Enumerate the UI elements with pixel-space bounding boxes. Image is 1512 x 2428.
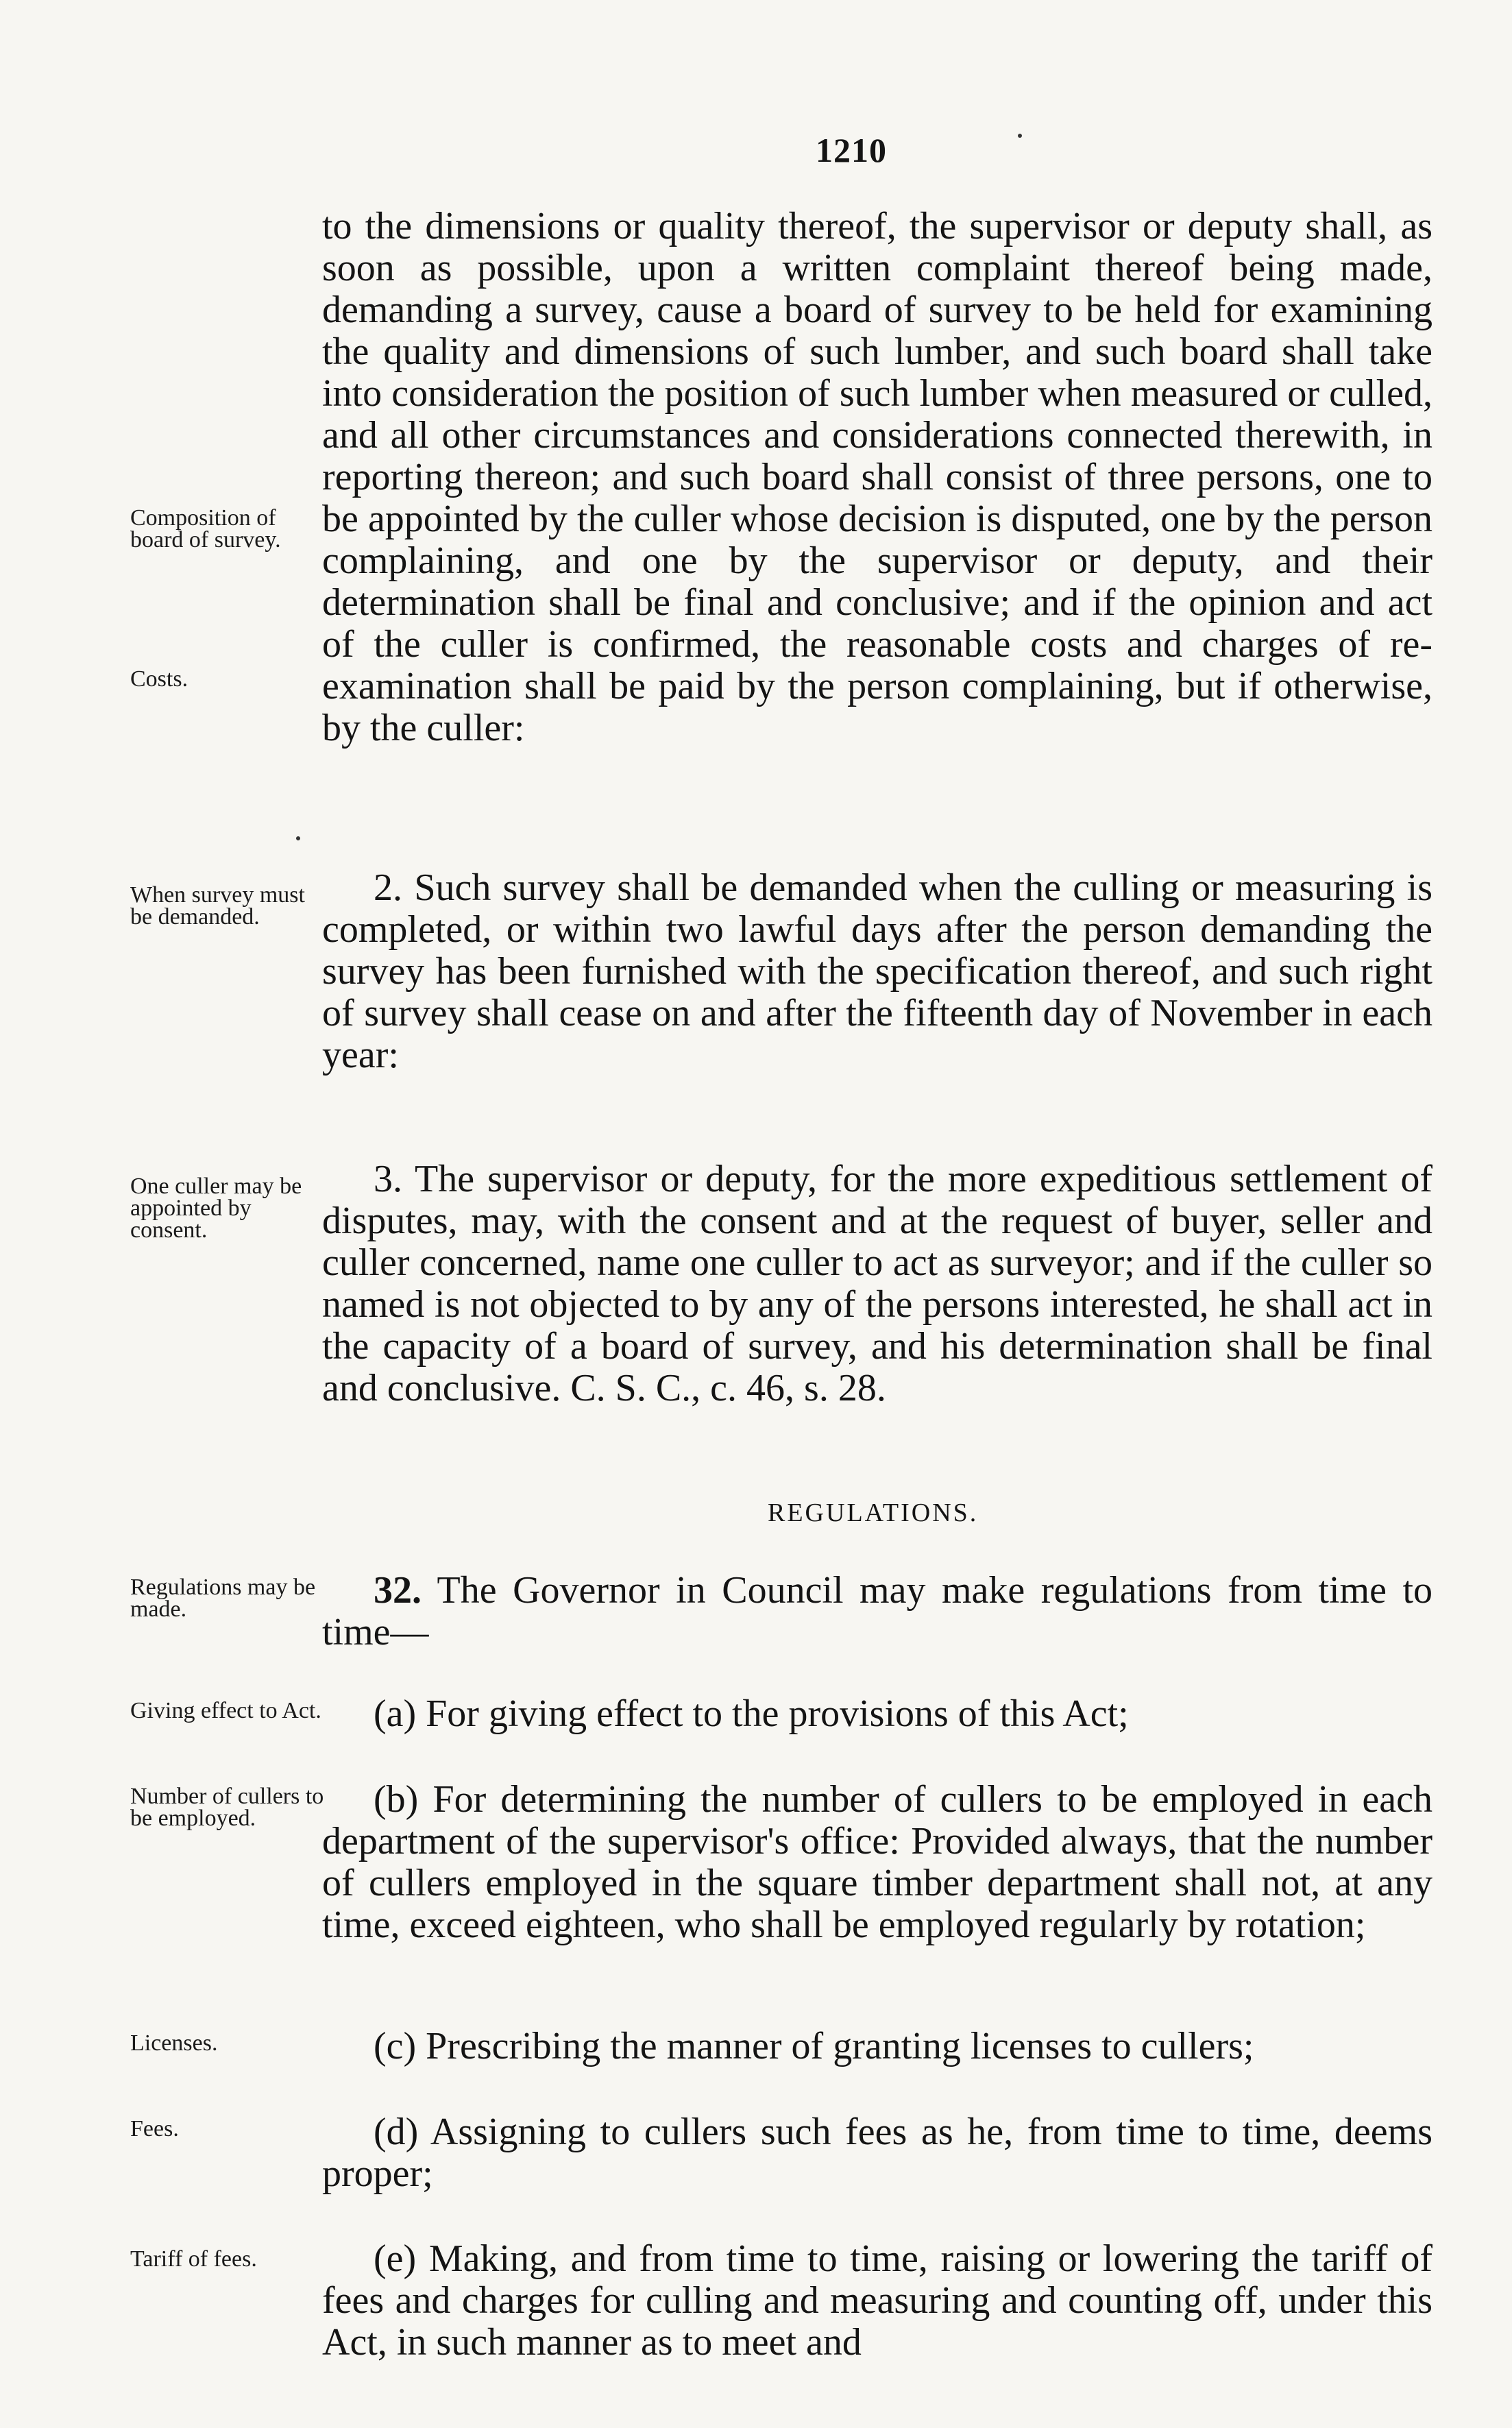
section-32 xyxy=(322,1570,1432,1653)
margin-note-tariff: Tariff of fees. xyxy=(130,2246,257,2272)
paragraph-3: 3. The supervisor or deputy, for the more expeditious settlement of disputes, may, with the consent and at the request of buyer, seller and culler concerned, name one culler to act as surveyor; and if the culler so named is not objected to by any of the persons interested, he shall act in the capacity of a board of survey, and his determination shall be final and conclusive. C. S. C., c. 46, s. 28. xyxy=(322,1158,1432,1409)
margin-note-giving-effect: Giving effect to Act. xyxy=(130,1698,321,1723)
clause-e: (e) Making, and from time to time, raising or lowering the tariff of fees and charges for culling and measuring and counting off, under this Act, in such manner as to meet and xyxy=(322,2237,1432,2364)
ink-speck xyxy=(1018,134,1022,138)
clause-c: (c) Prescribing the manner of granting licenses to cullers; xyxy=(374,2025,1254,2067)
margin-note-costs: Costs. xyxy=(130,666,188,692)
ink-speck xyxy=(296,836,300,840)
margin-note-number-cullers: Number of cullers to be employed. xyxy=(130,1784,324,1831)
clause-b: (b) For determining the number of cullers to be employed in each department of the supervisor's office: Provided always, that the number of cullers employed in the square timber department shall not, at any time, exceed eighteen, who shall be employed regularly by rotation; xyxy=(322,1778,1432,1946)
paragraph-continuation: to the dimensions or quality thereof, the supervisor or deputy shall, as soon as possible, upon a written complaint thereof being made, demanding a survey, cause a board of survey to be held for examining the quality and dimensions of such lumber, and such board shall take into consideration the position of such lumber when measured or culled, and all other circumstances and considerations connected therewith, in reporting thereon; and such board shall consist of three persons, one to be appointed by the culler whose decision is disputed, one by the person complaining, and one by the supervisor or deputy, and their determination shall be final and conclusive; and if the opinion and act of the culler is confirmed, the reasonable costs and charges of re-examination shall be paid by the person complaining, but if otherwise, by the culler: xyxy=(322,205,1432,749)
section-heading: REGULATIONS. xyxy=(768,1498,979,1527)
page-number: 1210 xyxy=(816,131,887,169)
margin-note-when-survey: When survey must be demanded. xyxy=(130,882,305,930)
section-32-text: The Governor in Council may make regulations from time to time— xyxy=(322,1569,1432,1653)
section-number: 32. xyxy=(374,1569,422,1612)
paragraph-2: 2. Such survey shall be demanded when the culling or measuring is completed, or within two lawful days after the person demanding the survey has been furnished with the specification thereof, and such right of survey shall cease on and after the fifteenth day of November in each year: xyxy=(322,866,1432,1076)
margin-note-licenses: Licenses. xyxy=(130,2030,218,2056)
margin-note-regulations: Regulations may be made. xyxy=(130,1575,316,1622)
clause-d: (d) Assigning to cullers such fees as he, from time to time, deems proper; xyxy=(322,2111,1432,2195)
margin-note-one-culler: One culler may be appointed by consent. xyxy=(130,1174,302,1243)
margin-note-composition: Composition of board of survey. xyxy=(130,505,281,553)
clause-a: (a) For giving effect to the provisions of this Act; xyxy=(374,1692,1129,1735)
margin-note-fees: Fees. xyxy=(130,2116,179,2141)
